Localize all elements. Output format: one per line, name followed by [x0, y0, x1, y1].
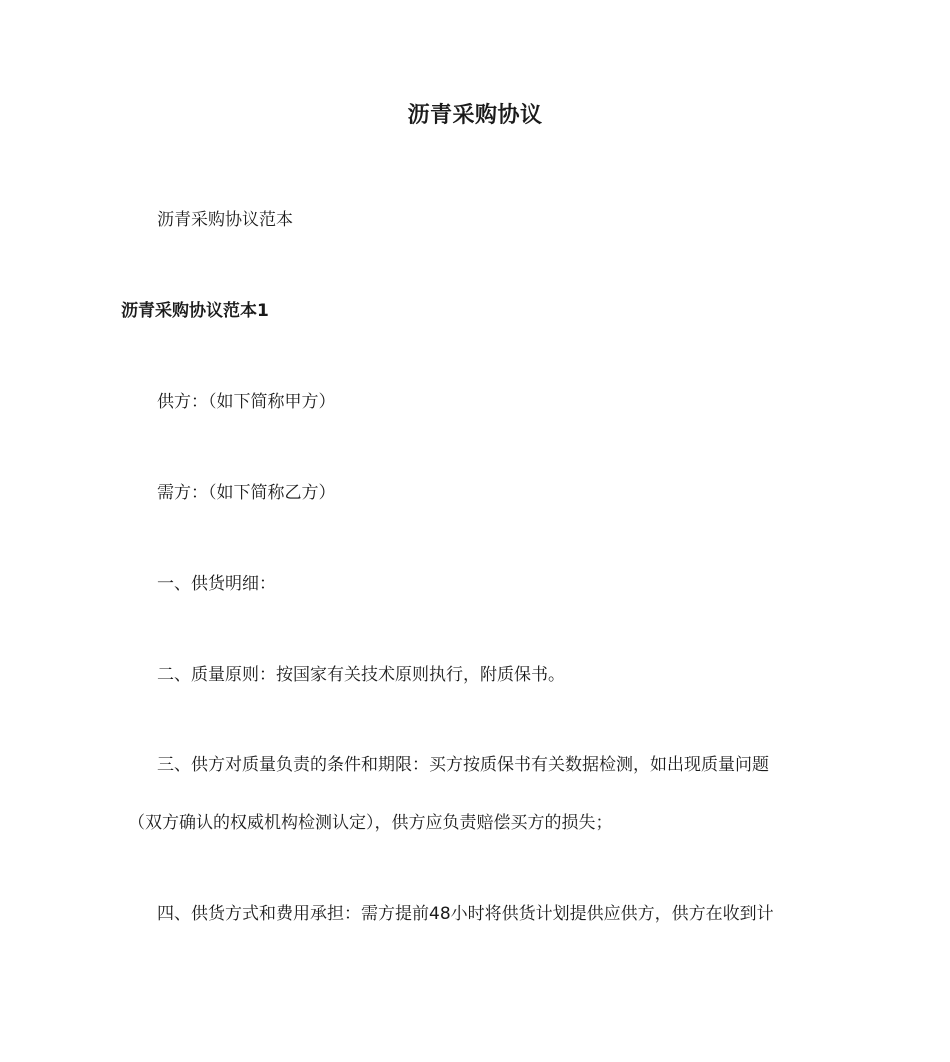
paragraph-quality-responsibility: 三、供方对质量负责的条件和期限：买方按质保书有关数据检测，如出现质量问题: [157, 755, 769, 775]
paragraph-supply-details: 一、供货明细：: [157, 574, 276, 594]
section-heading: 沥青采购协议范本1: [121, 301, 269, 321]
paragraph-buyer: 需方：（如下简称乙方）: [157, 483, 336, 503]
paragraph-quality-principle: 二、质量原则：按国家有关技术原则执行，附质保书。: [157, 665, 565, 685]
document-subtitle: 沥青采购协议范本: [157, 210, 293, 230]
paragraph-supply-method: 四、供货方式和费用承担：需方提前48小时将供货计划提供应供方，供方在收到计: [157, 904, 774, 924]
document-title: 沥青采购协议: [407, 103, 543, 128]
paragraph-quality-responsibility-cont: （双方确认的权威机构检测认定），供方应负责赔偿买方的损失；: [128, 813, 613, 833]
paragraph-supplier: 供方：（如下简称甲方）: [157, 392, 336, 412]
